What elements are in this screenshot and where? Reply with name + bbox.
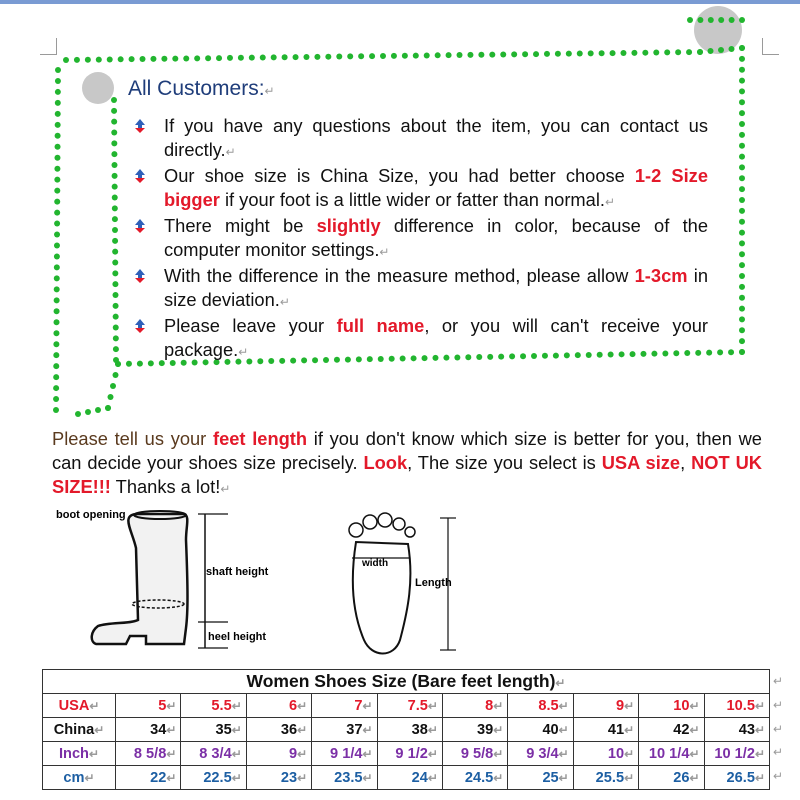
size-cell: 23.5↵ — [312, 766, 377, 790]
boot-opening-label: boot opening — [56, 509, 126, 521]
grey-corner-circle-right — [694, 6, 742, 54]
size-cell: 41↵ — [573, 718, 638, 742]
size-cell: 25↵ — [508, 766, 573, 790]
foot-width-label: width — [362, 558, 389, 569]
size-cell: 9 1/4↵ — [312, 742, 377, 766]
size-cell: 22↵ — [116, 766, 181, 790]
size-cell: 9 3/4↵ — [508, 742, 573, 766]
size-chart-title: Women Shoes Size (Bare feet length)↵ — [43, 670, 770, 694]
size-cell: 9↵ — [246, 742, 311, 766]
size-cell: 23↵ — [246, 766, 311, 790]
size-chart-table — [42, 669, 770, 790]
size-cell: 40↵ — [508, 718, 573, 742]
size-cell: 6↵ — [246, 694, 311, 718]
size-cell: 8.5↵ — [508, 694, 573, 718]
notice-item: If you have any questions about the item, you can contact us directly.↵ — [130, 114, 708, 164]
table-row — [43, 718, 770, 742]
red-blue-arrow-bullet-icon — [132, 118, 148, 134]
size-cell: 26↵ — [639, 766, 704, 790]
size-cell: 7.5↵ — [377, 694, 442, 718]
size-cell: 8↵ — [442, 694, 507, 718]
measurement-illustration — [50, 500, 510, 665]
red-blue-arrow-bullet-icon — [132, 218, 148, 234]
red-blue-arrow-bullet-icon — [132, 268, 148, 284]
size-cell: 10.5↵ — [704, 694, 769, 718]
foot-diagram — [349, 513, 456, 654]
notice-item: Please leave your full name, or you will can't receive your package.↵ — [130, 314, 708, 364]
row-label: China↵ — [43, 718, 116, 742]
customers-heading: All Customers:↵ — [128, 77, 275, 100]
size-cell: 8 5/8↵ — [116, 742, 181, 766]
notice-item: With the difference in the measure method, please allow 1-3cm in size deviation.↵ — [130, 264, 708, 314]
row-label: Inch↵ — [43, 742, 116, 766]
foot-length-label: Length — [415, 577, 452, 589]
size-cell: 9 5/8↵ — [442, 742, 507, 766]
size-cell: 35↵ — [181, 718, 246, 742]
size-cell: 24.5↵ — [442, 766, 507, 790]
size-cell: 5↵ — [116, 694, 181, 718]
size-cell: 39↵ — [442, 718, 507, 742]
heel-height-label: heel height — [208, 631, 267, 643]
size-cell: 9 1/2↵ — [377, 742, 442, 766]
notice-bullet-list — [130, 114, 708, 364]
red-blue-arrow-bullet-icon — [132, 318, 148, 334]
size-cell: 9↵ — [573, 694, 638, 718]
size-cell: 10↵ — [573, 742, 638, 766]
size-cell: 5.5↵ — [181, 694, 246, 718]
size-cell: 38↵ — [377, 718, 442, 742]
size-cell: 26.5↵ — [704, 766, 769, 790]
size-cell: 7↵ — [312, 694, 377, 718]
size-cell: 10 1/2↵ — [704, 742, 769, 766]
red-blue-arrow-bullet-icon — [132, 168, 148, 184]
size-advice-paragraph: Please tell us your feet length if you don't know which size is better for you, then we can decide your shoes size precisely. Look, The size you select is USA size, NOT UK SIZE!!! Thanks a lot!↵ — [52, 428, 762, 497]
size-cell: 37↵ — [312, 718, 377, 742]
size-cell: 24↵ — [377, 766, 442, 790]
shaft-height-label: shaft height — [206, 566, 269, 578]
table-row — [43, 694, 770, 718]
table-row — [43, 742, 770, 766]
table-row — [43, 766, 770, 790]
size-cell: 25.5↵ — [573, 766, 638, 790]
boot-diagram — [56, 509, 269, 648]
size-cell: 8 3/4↵ — [181, 742, 246, 766]
notice-item: There might be slightly difference in color, because of the computer monitor settings.↵ — [130, 214, 708, 264]
row-label: cm↵ — [43, 766, 116, 790]
size-cell: 34↵ — [116, 718, 181, 742]
size-cell: 10 1/4↵ — [639, 742, 704, 766]
size-cell: 36↵ — [246, 718, 311, 742]
size-cell: 10↵ — [639, 694, 704, 718]
grey-corner-circle-left — [82, 72, 114, 104]
row-label: USA↵ — [43, 694, 116, 718]
row-end-marks: ↵ ↵ ↵ ↵ ↵ — [773, 674, 784, 784]
size-cell: 22.5↵ — [181, 766, 246, 790]
notice-item: Our shoe size is China Size, you had better choose 1-2 Size bigger if your foot is a little wider or fatter than normal.↵ — [130, 164, 708, 214]
size-cell: 42↵ — [639, 718, 704, 742]
size-cell: 43↵ — [704, 718, 769, 742]
